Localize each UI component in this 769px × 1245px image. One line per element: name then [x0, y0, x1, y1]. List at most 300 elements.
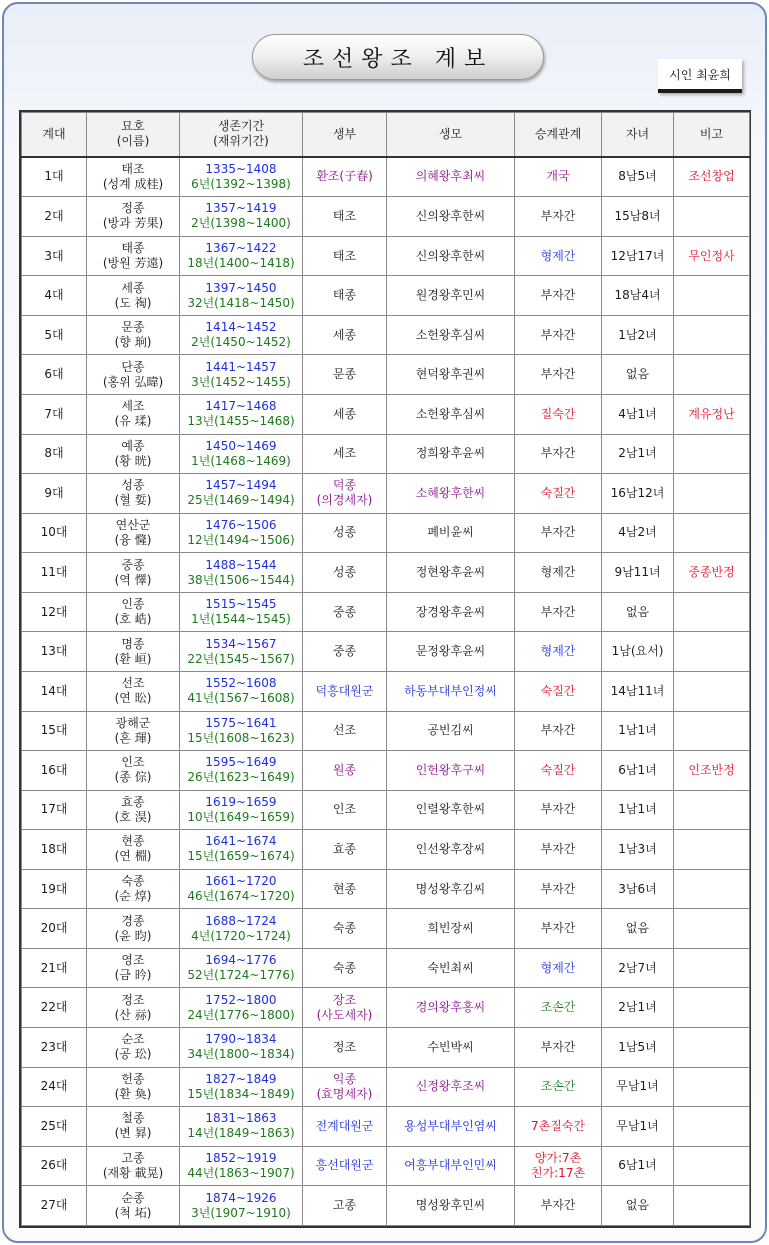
reign-period: 25년(1469~1494): [187, 493, 295, 508]
lifespan-years: 1441~1457: [205, 359, 277, 374]
father-cell: [303, 1186, 387, 1226]
generation-text: 2대: [44, 208, 64, 223]
succession-cell: [515, 315, 602, 355]
note-cell: [674, 948, 750, 988]
succession-relation: 숙질간: [540, 683, 576, 698]
table-body: [22, 157, 750, 1226]
lifespan-years: 1827~1849: [205, 1071, 277, 1086]
generation-text: 10대: [40, 525, 68, 540]
father-name: 환조(子春): [316, 169, 373, 184]
king-name-cell: [87, 948, 180, 988]
table-row: [22, 1067, 750, 1107]
personal-name: (척 坧): [114, 1205, 152, 1220]
father-name: 태조: [332, 208, 357, 223]
succession-relation: 형제간: [540, 565, 576, 580]
lifespan-years: 1515~1545: [205, 597, 277, 612]
lifespan-cell: [180, 1186, 303, 1226]
father-name: 숙종: [332, 921, 357, 936]
lifespan-cell: [180, 1067, 303, 1107]
generation-cell: [22, 671, 87, 711]
reign-period: 1년(1468~1469): [191, 453, 291, 468]
generation-text: 26대: [40, 1158, 68, 1173]
generation-cell: [22, 1028, 87, 1068]
mother-name: 숙빈최씨: [427, 960, 474, 975]
reign-period: 6년(1392~1398): [191, 176, 291, 191]
mother-cell: [387, 513, 515, 553]
mother-name: 공빈김씨: [427, 723, 474, 738]
temple-name: 순조: [121, 1032, 145, 1047]
children-count: 없음: [625, 604, 650, 619]
personal-name: (연 棩): [114, 849, 152, 864]
king-name-cell: [87, 1186, 180, 1226]
succession-cell: [515, 790, 602, 830]
children-cell: [602, 513, 674, 553]
father-name: 현종: [332, 881, 357, 896]
note-text: 계유정난: [688, 406, 735, 421]
table-row: [22, 157, 750, 197]
children-cell: [602, 1028, 674, 1068]
children-cell: [602, 355, 674, 395]
children-cell: [602, 315, 674, 355]
children-count: 9남11녀: [614, 565, 661, 580]
father-name: 덕종: [332, 478, 357, 493]
mother-cell: [387, 474, 515, 514]
succession-cell: [515, 474, 602, 514]
temple-name: 영조: [121, 953, 145, 968]
reign-period: 38년(1506~1544): [187, 572, 295, 587]
personal-name: (혼 琿): [114, 730, 152, 745]
father-cell: [303, 395, 387, 435]
father-name: 고종: [332, 1198, 357, 1213]
note-text: 무인정사: [688, 248, 735, 263]
generation-text: 11대: [40, 565, 68, 580]
personal-name: (환 奐): [114, 1086, 152, 1101]
succession-relation: 형제간: [540, 644, 576, 659]
mother-cell: [387, 395, 515, 435]
generation-cell: [22, 632, 87, 672]
children-cell: [602, 592, 674, 632]
table-row: [22, 395, 750, 435]
generation-cell: [22, 830, 87, 870]
father-cell: [303, 513, 387, 553]
king-name-cell: [87, 1107, 180, 1147]
children-cell: [602, 1107, 674, 1147]
temple-name: 중종: [121, 557, 145, 572]
header-label: (재위기간): [213, 134, 269, 149]
personal-name: (향 珦): [114, 335, 152, 350]
temple-name: 효종: [121, 794, 145, 809]
mother-cell: [387, 671, 515, 711]
personal-name: (금 昑): [114, 968, 152, 983]
lifespan-cell: [180, 711, 303, 751]
king-name-cell: [87, 434, 180, 474]
succession-relation: 7촌질숙간: [530, 1118, 585, 1133]
succession-cell: [515, 909, 602, 949]
reign-period: 52년(1724~1776): [187, 968, 295, 983]
personal-name: (연 昖): [114, 691, 152, 706]
generation-cell: [22, 474, 87, 514]
father-name: 성종: [332, 525, 357, 540]
mother-name: 인렬왕후한씨: [415, 802, 486, 817]
king-name-cell: [87, 790, 180, 830]
lifespan-years: 1417~1468: [205, 399, 277, 414]
personal-name: (혈 娎): [114, 493, 152, 508]
header-label: 묘호: [121, 119, 145, 134]
lifespan-years: 1476~1506: [205, 517, 277, 532]
succession-cell: [515, 1028, 602, 1068]
king-name-cell: [87, 711, 180, 751]
children-count: 8남5녀: [618, 169, 657, 184]
generation-cell: [22, 553, 87, 593]
note-cell: [674, 315, 750, 355]
table-row: [22, 355, 750, 395]
children-cell: [602, 711, 674, 751]
lifespan-years: 1575~1641: [205, 715, 277, 730]
succession-relation: 양가:7촌: [534, 1150, 582, 1165]
father-name: 인조: [332, 802, 357, 817]
lifespan-years: 1457~1494: [205, 478, 277, 493]
father-name: 효종: [332, 841, 357, 856]
succession-relation: 부자간: [540, 881, 576, 896]
generation-text: 13대: [40, 644, 68, 659]
lifespan-cell: [180, 355, 303, 395]
lifespan-cell: [180, 315, 303, 355]
reign-period: 44년(1863~1907): [187, 1165, 295, 1180]
mother-cell: [387, 276, 515, 316]
succession-relation: 친가:17촌: [530, 1165, 586, 1180]
succession-relation: 부자간: [540, 525, 576, 540]
generation-cell: [22, 909, 87, 949]
table-row: [22, 553, 750, 593]
personal-name: (성계 成桂): [102, 176, 164, 191]
generation-text: 21대: [40, 960, 68, 975]
king-name-cell: [87, 276, 180, 316]
personal-name: (윤 昀): [114, 928, 152, 943]
table-row: [22, 671, 750, 711]
generation-cell: [22, 434, 87, 474]
children-count: 1남3녀: [618, 841, 657, 856]
succession-relation: 조손간: [540, 1079, 576, 1094]
note-cell: [674, 988, 750, 1028]
temple-name: 명종: [121, 636, 145, 651]
lifespan-cell: [180, 1107, 303, 1147]
note-cell: [674, 790, 750, 830]
reign-period: 32년(1418~1450): [187, 295, 295, 310]
children-count: 2남7녀: [618, 960, 657, 975]
reign-period: 41년(1567~1608): [187, 691, 295, 706]
father-cell: [303, 553, 387, 593]
personal-name: (재황 載晃): [102, 1165, 164, 1180]
succession-relation: 형제간: [540, 960, 576, 975]
note-cell: [674, 276, 750, 316]
children-cell: [602, 197, 674, 237]
note-cell: [674, 671, 750, 711]
temple-name: 단종: [121, 359, 145, 374]
table-row: [22, 830, 750, 870]
lifespan-years: 1397~1450: [205, 280, 277, 295]
generation-text: 17대: [40, 802, 68, 817]
children-count: 무남1녀: [616, 1118, 659, 1133]
children-cell: [602, 948, 674, 988]
lifespan-years: 1367~1422: [205, 241, 277, 256]
lifespan-cell: [180, 909, 303, 949]
children-cell: [602, 869, 674, 909]
table-row: [22, 909, 750, 949]
temple-name: 문종: [121, 320, 145, 335]
father-name: 장조: [332, 992, 357, 1007]
mother-name: 명성왕후김씨: [415, 881, 486, 896]
table-row: [22, 632, 750, 672]
father-name: (효명세자): [316, 1086, 373, 1101]
note-cell: [674, 434, 750, 474]
father-cell: [303, 1067, 387, 1107]
children-cell: [602, 474, 674, 514]
mother-cell: [387, 553, 515, 593]
succession-relation: 부자간: [540, 327, 576, 342]
king-name-cell: [87, 592, 180, 632]
header-mother: [387, 113, 515, 157]
personal-name: (방원 芳遠): [102, 256, 164, 271]
succession-cell: [515, 830, 602, 870]
note-cell: [674, 632, 750, 672]
lifespan-years: 1450~1469: [205, 438, 277, 453]
reign-period: 3년(1907~1910): [191, 1205, 291, 1220]
generation-cell: [22, 869, 87, 909]
children-count: 1남1녀: [618, 802, 657, 817]
mother-cell: [387, 632, 515, 672]
mother-cell: [387, 434, 515, 474]
generation-cell: [22, 1186, 87, 1226]
king-name-cell: [87, 197, 180, 237]
father-name: 전계대원군: [315, 1118, 374, 1133]
king-name-cell: [87, 395, 180, 435]
succession-cell: [515, 157, 602, 197]
father-name: 세종: [332, 327, 357, 342]
king-name-cell: [87, 315, 180, 355]
genealogy-table-wrapper: [19, 110, 751, 1228]
king-name-cell: [87, 1146, 180, 1186]
father-cell: [303, 434, 387, 474]
succession-cell: [515, 197, 602, 237]
personal-name: (황 晄): [114, 453, 152, 468]
mother-cell: [387, 869, 515, 909]
king-name-cell: [87, 909, 180, 949]
note-cell: [674, 355, 750, 395]
mother-name: 소헌왕후심씨: [415, 327, 486, 342]
mother-name: 현덕왕후권씨: [415, 367, 486, 382]
note-cell: [674, 1146, 750, 1186]
generation-cell: [22, 751, 87, 791]
mother-cell: [387, 1186, 515, 1226]
succession-cell: [515, 513, 602, 553]
generation-cell: [22, 1107, 87, 1147]
generation-cell: [22, 513, 87, 553]
lifespan-years: 1414~1452: [205, 320, 277, 335]
table-row: [22, 513, 750, 553]
temple-name: 인종: [121, 597, 145, 612]
father-cell: [303, 988, 387, 1028]
generation-text: 15대: [40, 723, 68, 738]
note-text: 인조반정: [688, 762, 735, 777]
succession-cell: [515, 948, 602, 988]
note-cell: [674, 751, 750, 791]
reign-period: 24년(1776~1800): [187, 1007, 295, 1022]
father-cell: [303, 197, 387, 237]
note-cell: [674, 157, 750, 197]
father-cell: [303, 711, 387, 751]
children-count: 1남(요서): [611, 644, 664, 659]
succession-relation: 개국: [546, 169, 570, 184]
header-label: 생존기간: [217, 119, 265, 134]
children-count: 없음: [625, 921, 650, 936]
children-cell: [602, 276, 674, 316]
header-children: [602, 113, 674, 157]
children-count: 14남11녀: [610, 683, 665, 698]
generation-text: 14대: [40, 683, 68, 698]
lifespan-years: 1752~1800: [205, 992, 277, 1007]
children-count: 없음: [625, 367, 650, 382]
lifespan-years: 1595~1649: [205, 755, 277, 770]
lifespan-cell: [180, 197, 303, 237]
children-cell: [602, 751, 674, 791]
note-cell: [674, 1186, 750, 1226]
children-cell: [602, 553, 674, 593]
father-name: 태종: [332, 288, 357, 303]
lifespan-cell: [180, 434, 303, 474]
table-row: [22, 474, 750, 514]
reign-period: 10년(1649~1659): [187, 809, 295, 824]
father-cell: [303, 1146, 387, 1186]
table-row: [22, 869, 750, 909]
children-cell: [602, 157, 674, 197]
mother-name: 문정왕후윤씨: [415, 644, 486, 659]
table-row: [22, 1028, 750, 1068]
king-name-cell: [87, 157, 180, 197]
succession-cell: [515, 1067, 602, 1107]
children-cell: [602, 1146, 674, 1186]
children-cell: [602, 236, 674, 276]
mother-cell: [387, 988, 515, 1028]
note-text: 중종반정: [688, 565, 735, 580]
king-name-cell: [87, 671, 180, 711]
personal-name: (순 焞): [114, 889, 152, 904]
lifespan-cell: [180, 632, 303, 672]
temple-name: 선조: [121, 676, 145, 691]
generation-text: 4대: [44, 288, 64, 303]
succession-cell: [515, 869, 602, 909]
mother-cell: [387, 830, 515, 870]
header-label: 생부: [332, 126, 357, 141]
note-cell: [674, 592, 750, 632]
mother-name: 장경왕후윤씨: [415, 604, 486, 619]
children-cell: [602, 671, 674, 711]
mother-cell: [387, 315, 515, 355]
generation-cell: [22, 1067, 87, 1107]
king-name-cell: [87, 869, 180, 909]
mother-cell: [387, 592, 515, 632]
temple-name: 헌종: [121, 1071, 145, 1086]
mother-cell: [387, 1067, 515, 1107]
generation-cell: [22, 157, 87, 197]
header-label: 자녀: [625, 126, 650, 141]
children-count: 3남6녀: [618, 881, 657, 896]
lifespan-years: 1831~1863: [205, 1111, 277, 1126]
lifespan-cell: [180, 1028, 303, 1068]
temple-name: 정종: [121, 201, 145, 216]
children-count: 18남4녀: [614, 288, 661, 303]
mother-cell: [387, 790, 515, 830]
mother-name: 하동부대부인정씨: [404, 683, 497, 698]
father-name: 중종: [332, 604, 357, 619]
mother-name: 정현왕후윤씨: [415, 565, 486, 580]
lifespan-cell: [180, 157, 303, 197]
generation-cell: [22, 1146, 87, 1186]
lifespan-years: 1852~1919: [205, 1150, 277, 1165]
temple-name: 태조: [121, 161, 145, 176]
personal-name: (유 瑈): [114, 414, 152, 429]
note-cell: [674, 711, 750, 751]
note-cell: [674, 553, 750, 593]
generation-text: 9대: [44, 485, 64, 500]
generation-cell: [22, 355, 87, 395]
reign-period: 34년(1800~1834): [187, 1047, 295, 1062]
reign-period: 18년(1400~1418): [187, 256, 295, 271]
table-row: [22, 315, 750, 355]
lifespan-cell: [180, 790, 303, 830]
temple-name: 인조: [121, 755, 145, 770]
note-cell: [674, 830, 750, 870]
succession-cell: [515, 632, 602, 672]
children-count: 4남1녀: [618, 406, 657, 421]
father-name: 덕흥대원군: [315, 683, 374, 698]
generation-cell: [22, 276, 87, 316]
succession-cell: [515, 355, 602, 395]
personal-name: (종 倧): [114, 770, 152, 785]
children-count: 무남1녀: [616, 1079, 659, 1094]
lifespan-years: 1335~1408: [205, 161, 277, 176]
mother-name: 명성왕후민씨: [415, 1198, 486, 1213]
generation-text: 20대: [40, 921, 68, 936]
table-row: [22, 434, 750, 474]
succession-cell: [515, 592, 602, 632]
father-cell: [303, 632, 387, 672]
generation-text: 16대: [40, 762, 68, 777]
personal-name: (융 㦕): [114, 532, 152, 547]
succession-relation: 부자간: [540, 802, 576, 817]
temple-name: 정조: [121, 992, 145, 1007]
succession-relation: 부자간: [540, 446, 576, 461]
personal-name: (도 祹): [114, 295, 152, 310]
header-generation: [22, 113, 87, 157]
generation-cell: [22, 395, 87, 435]
mother-cell: [387, 909, 515, 949]
father-cell: [303, 751, 387, 791]
father-cell: [303, 1028, 387, 1068]
mother-name: 소혜왕후한씨: [415, 485, 486, 500]
table-header-row: [22, 113, 750, 157]
mother-name: 희빈장씨: [427, 921, 474, 936]
succession-cell: [515, 395, 602, 435]
lifespan-years: 1641~1674: [205, 834, 277, 849]
children-count: 1남2녀: [618, 327, 657, 342]
reign-period: 1년(1544~1545): [191, 612, 291, 627]
reign-period: 2년(1450~1452): [191, 335, 291, 350]
father-name: 세조: [332, 446, 357, 461]
table-row: [22, 592, 750, 632]
genealogy-table: [21, 112, 750, 1226]
generation-text: 22대: [40, 1000, 68, 1015]
succession-cell: [515, 434, 602, 474]
